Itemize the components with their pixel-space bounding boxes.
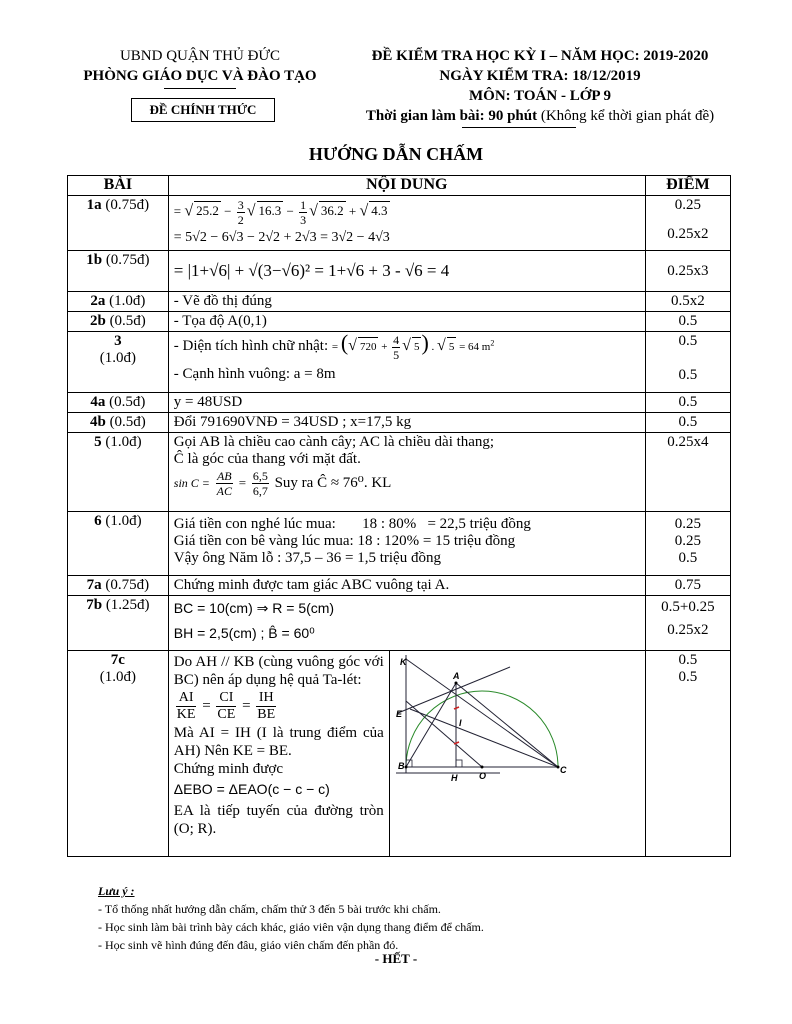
col-header-noi-dung: NỘI DUNG (168, 176, 645, 196)
exam-date: NGÀY KIỂM TRA: 18/12/2019 (439, 68, 641, 84)
header-rule-right (462, 127, 576, 128)
row-label: 1b (0.75đ) (68, 251, 169, 292)
table-row (68, 512, 731, 576)
row-label: 4a (0.5đ) (68, 393, 169, 413)
geometry-diagram (390, 651, 645, 851)
header-left (70, 46, 330, 89)
note-item: - Học sinh vẽ hình đúng đến đâu, giáo viên chấm đến phần đó. (98, 938, 399, 952)
row-content: - Diện tích hình chữ nhật: = (√ 720 + $\frac{4}{5}$ √ 5) . √ 5 = 64 $m^2$ - Cạnh hình vuông: a = 8m (168, 332, 645, 393)
row-content: Giá tiền con nghé lúc mua: 18 : 80% = 22,5 triệu đồng Giá tiền con bê vàng lúc mua: 18 : 120% = 15 triệu đồng Vậy ông Năm lỗ : 37,5 – 36 = 1,5 triệu đồng (168, 512, 645, 576)
row-score: 0.5+0.25 0.25x2 (645, 596, 730, 651)
grading-table (67, 175, 731, 857)
district-name: UBND QUẬN THỦ ĐỨC (119, 48, 281, 64)
row-label: 7b (1.25đ) (68, 596, 169, 651)
notes (98, 882, 484, 954)
official-badge: ĐỀ CHÍNH THỨC (131, 98, 275, 122)
row-label: 6 (1.0đ) (68, 512, 169, 576)
svg-text:I: I (458, 718, 462, 728)
row-score: 0.25 0.25 0.5 (645, 512, 730, 576)
exam-title: ĐỀ KIỂM TRA HỌC KỲ I – NĂM HỌC: 2019-2020 (371, 48, 709, 64)
exam-time: Thời gian làm bài: 90 phút (Không kể thời gian phát đề) (365, 108, 715, 124)
svg-text:C: C (559, 765, 567, 775)
table-row (68, 393, 731, 413)
row-score: 0.25x4 (645, 433, 730, 512)
row-score: 0.5 (645, 312, 730, 332)
header-right (340, 46, 740, 126)
row-score: 0.5 0.5 (645, 651, 730, 857)
row-label: 7a (0.75đ) (68, 576, 169, 596)
svg-text:K: K (399, 657, 407, 667)
col-header-diem: ĐIỂM (645, 176, 730, 196)
row-label: 2a (1.0đ) (68, 292, 169, 312)
table-row (68, 651, 731, 857)
row-score: 0.75 (645, 576, 730, 596)
exam-subject: MÔN: TOÁN - LỚP 9 (469, 88, 611, 104)
svg-text:E: E (395, 709, 402, 719)
row-label: 4b (0.5đ) (68, 413, 169, 433)
notes-heading: Lưu ý : (98, 884, 135, 898)
note-item: - Học sinh làm bài trình bày cách khác, giáo viên vận dụng thang điểm để chấm. (98, 920, 484, 934)
row-score: 0.25x3 (645, 251, 730, 292)
svg-text:O: O (478, 771, 486, 781)
table-row (68, 292, 731, 312)
svg-text:H: H (450, 773, 458, 783)
row-label: 2b (0.5đ) (68, 312, 169, 332)
table-row (68, 312, 731, 332)
table-row (68, 596, 731, 651)
row-label: 1a (0.75đ) (68, 196, 169, 251)
table-row (68, 251, 731, 292)
row-label: 3 (1.0đ) (68, 332, 169, 393)
row-score: 0.5x2 (645, 292, 730, 312)
table-row (68, 196, 731, 251)
table-row (68, 433, 731, 512)
page-title: HƯỚNG DẪN CHẤM (308, 144, 484, 164)
math-line: = 5√2 − 6√3 − 2√2 + 2√3 = 3√2 − 4√3 (173, 230, 390, 245)
table-row (68, 413, 731, 433)
row-label: 5 (1.0đ) (68, 433, 169, 512)
header-rule (164, 88, 236, 89)
row-content: y = 48USD (168, 393, 645, 413)
row-score: 0.5 (645, 393, 730, 413)
geometry-figure (390, 651, 645, 856)
department-name: PHÒNG GIÁO DỤC VÀ ĐÀO TẠO (83, 68, 317, 84)
end-marker: - HẾT - (374, 951, 418, 966)
table-row (68, 576, 731, 596)
row-content: Do AH // KB (cùng vuông góc với BC) nên áp dụng hệ quả Ta-lét: $\frac{AI}{KE}$ = $\frac{CI}{CE}$ = $\frac{IH}{BE}$ Mà AI = IH (I là trung điểm của AH) Nên KE = BE. Chứng minh được ΔEBO = ΔEAO(c − c − c) EA là tiếp tuyến của đường tròn (O; R). K A E I B H O C (168, 651, 645, 857)
row-content: BC = 10(cm) ⇒ R = 5(cm) BH = 2,5(cm) ; B̂ = 60⁰ (168, 596, 645, 651)
row-content: - Tọa độ A(0,1) (168, 312, 645, 332)
row-label: 7c (1.0đ) (68, 651, 169, 857)
row-content: = √ 25.2 − $\frac{3}{2}$ √ 16.3 − $\frac{1}{3}$ √ 36.2 + √ 4.3 = 5√2 − 6√3 − 2√2 + 2√3 = 3√2 − 4√3 (168, 196, 645, 251)
row-content: Chứng minh được tam giác ABC vuông tại A. (168, 576, 645, 596)
svg-text:A: A (452, 671, 460, 681)
col-header-bai: BÀI (68, 176, 169, 196)
svg-text:B: B (397, 761, 405, 771)
row-content: = |1+√6| + √(3−√6)² = 1+√6 + 3 - √6 = 4 (168, 251, 645, 292)
row-score: 0.5 (645, 413, 730, 433)
table-row (68, 332, 731, 393)
note-item: - Tổ thống nhất hướng dẫn chấm, chấm thử 3 đến 5 bài trước khi chấm. (98, 902, 441, 916)
row-content: - Vẽ đồ thị đúng (168, 292, 645, 312)
row-content: Gọi AB là chiều cao cành cây; AC là chiều dài thang; Ĉ là góc của thang với mặt đất. sin C = $\frac{AB}{AC}$ = $\frac{6,5}{6,7}$ Suy ra Ĉ ≈ 76⁰. KL (168, 433, 645, 512)
row-score: 0.25 0.25x2 (645, 196, 730, 251)
table-header-row (68, 176, 731, 196)
row-score: 0.5 0.5 (645, 332, 730, 393)
row-content: Đổi 791690VNĐ = 34USD ; x=17,5 kg (168, 413, 645, 433)
